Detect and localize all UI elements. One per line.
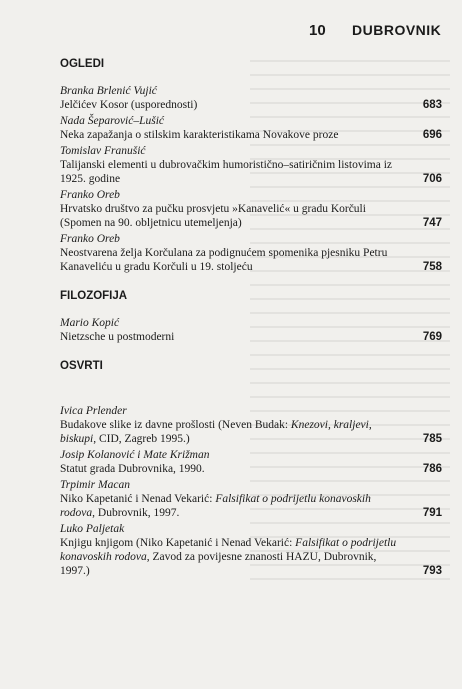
entry-title: Budakove slike iz davne prošlosti (Neven Budak: Knezovi, kraljevi, biskupi, CID, Zagreb 1995.) [60,419,372,445]
toc-entry [60,522,442,578]
entry-author: Ivica Prlender [60,405,127,417]
entry-author: Tomislav Franušić [60,145,146,157]
entry-author: Franko Oreb [60,233,120,245]
entry-author: Branka Brlenić Vujić [60,85,157,97]
entry-title: Neostvarena želja Korčulana za podignućem spomenika pjesniku Petru Kanaveliću u gradu Korčuli u 19. stoljeću [60,247,388,273]
toc-entry [60,478,442,520]
section-filozofija [60,290,442,344]
journal-name: DUBROVNIK [352,22,442,38]
entry-page: 793 [422,565,442,577]
entry-page: 758 [422,261,442,273]
entry-page: 785 [422,433,442,445]
toc-entry [60,448,442,476]
entry-author: Luko Paljetak [60,523,125,535]
entry-author: Josip Kolanović i Mate Križman [60,449,210,461]
entry-title: Hrvatsko društvo za pučku prosvjetu »Kanavelić« u gradu Korčuli (Spomen na 90. obljetnicu utemeljenja) [60,203,366,229]
entry-author: Franko Oreb [60,189,120,201]
section-osvrti [60,360,442,578]
entry-author: Nada Šeparović–Lušić [60,115,165,127]
entry-page: 769 [422,331,442,343]
section-title: OSVRTI [60,360,103,372]
entry-title: Knjigu knjigom (Niko Kapetanić i Nenad Vekarić: Falsifikat o podrijetlu konavoskih rodova, Zavod za povijesne znanosti HAZU, Dubrovnik, 1997.) [60,537,397,577]
table-of-contents [60,58,442,588]
toc-entry [60,188,442,230]
entry-title: Neka zapažanja o stilskim karakteristikama Novakove proze [60,129,339,141]
entry-title: Statut grada Dubrovnika, 1990. [60,463,205,475]
section-ogledi [60,58,442,274]
entry-author: Trpimir Macan [60,479,130,491]
entry-page: 706 [422,173,442,185]
entry-page: 696 [422,129,442,141]
toc-entry [60,316,442,344]
page-header [0,22,462,42]
entry-page: 791 [422,507,442,519]
entry-title: Niko Kapetanić i Nenad Vekarić: Falsifikat o podrijetlu konavoskih rodova, Dubrovnik, 1997. [60,493,371,519]
section-title: FILOZOFIJA [60,290,128,302]
toc-entry [60,144,442,186]
entry-page: 683 [422,99,442,111]
toc-entry [60,114,442,142]
entry-page: 786 [422,463,442,475]
toc-entry [60,404,442,446]
toc-entry [60,232,442,274]
toc-entry [60,84,442,112]
entry-author: Mario Kopić [60,317,120,329]
entry-page: 747 [422,217,442,229]
page-number: 10 [309,22,326,39]
section-title: OGLEDI [60,58,105,70]
entry-title: Talijanski elementi u dubrovačkim humorističnо–satiričnim listovima iz 1925. godine [60,159,392,185]
entry-title: Nietzsche u postmoderni [60,331,175,343]
entry-title: Jelčićev Kosor (usporednosti) [60,99,198,111]
